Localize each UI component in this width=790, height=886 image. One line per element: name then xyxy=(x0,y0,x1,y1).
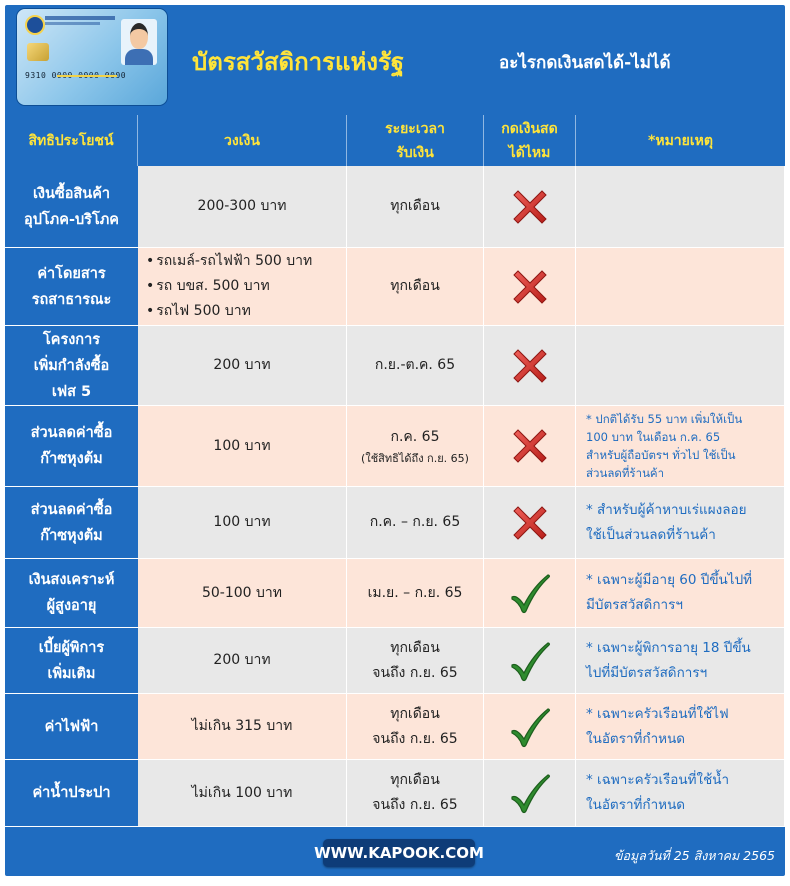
amount: • รถเมล์-รถไฟฟ้า 500 บาท • รถ บขส. 500 บาท • รถไฟ 500 บาท xyxy=(138,248,347,326)
header-period: ระยะเวลา รับเงิน xyxy=(347,115,484,166)
cash-withdrawable xyxy=(484,166,576,248)
benefit-name: โครงการ เพิ่มกำลังซื้อ เฟส 5 xyxy=(5,326,138,406)
cash-withdrawable xyxy=(484,760,576,827)
benefit-name: เงินซื้อสินค้า อุปโภค-บริโภค xyxy=(5,166,138,248)
amount: ไม่เกิน 100 บาท xyxy=(138,760,347,827)
table-header-row xyxy=(5,115,785,166)
cash-withdrawable xyxy=(484,628,576,694)
red-cross-icon xyxy=(508,424,552,468)
cash-withdrawable xyxy=(484,248,576,326)
note: * เฉพาะครัวเรือนที่ใช้ไฟ ในอัตราที่กำหนด xyxy=(576,694,785,760)
cash-withdrawable xyxy=(484,559,576,628)
table-row xyxy=(5,326,785,406)
payment-period: ทุกเดือน จนถึง ก.ย. 65 xyxy=(347,760,484,827)
benefit-name: เงินสงเคราะห์ ผู้สูงอายุ xyxy=(5,559,138,628)
note: * เฉพาะครัวเรือนที่ใช้น้ำ ในอัตราที่กำหนด xyxy=(576,760,785,827)
table-row xyxy=(5,406,785,487)
red-cross-icon xyxy=(508,344,552,388)
cardholder-photo xyxy=(130,23,148,49)
table-row xyxy=(5,559,785,628)
payment-period: เม.ย. – ก.ย. 65 xyxy=(347,559,484,628)
amount: 200-300 บาท xyxy=(138,166,347,248)
note: * สำหรับผู้ค้าหาบเร่แผงลอย ใช้เป็นส่วนลดที่ร้านค้า xyxy=(576,487,785,559)
payment-period: ก.ค. 65 (ใช้สิทธิได้ถึง ก.ย. 65) xyxy=(347,406,484,487)
green-check-icon xyxy=(508,571,552,615)
payment-period: ทุกเดือน จนถึง ก.ย. 65 xyxy=(347,694,484,760)
table-row xyxy=(5,166,785,248)
amount: 200 บาท xyxy=(138,326,347,406)
data-date: ข้อมูลวันที่ 25 สิงหาคม 2565 xyxy=(614,848,775,863)
amount: 100 บาท xyxy=(138,487,347,559)
note xyxy=(576,248,785,326)
green-check-icon xyxy=(508,771,552,815)
header-benefit: สิทธิประโยชน์ xyxy=(5,115,138,166)
benefit-name: ส่วนลดค่าซื้อ ก๊าซหุงต้ม xyxy=(5,487,138,559)
benefit-name: ค่าไฟฟ้า xyxy=(5,694,138,760)
payment-period: ทุกเดือน จนถึง ก.ย. 65 xyxy=(347,628,484,694)
table-row xyxy=(5,628,785,694)
welfare-card-image xyxy=(17,9,167,105)
green-check-icon xyxy=(508,705,552,749)
header-note: *หมายเหตุ xyxy=(576,115,785,166)
benefit-name: เบี้ยผู้พิการ เพิ่มเติม xyxy=(5,628,138,694)
payment-period: ทุกเดือน xyxy=(347,248,484,326)
red-cross-icon xyxy=(508,265,552,309)
page-subtitle: อะไรกดเงินสดได้-ไม่ได้ xyxy=(499,53,671,73)
page-title: บัตรสวัสดิการแห่งรัฐ xyxy=(192,48,405,76)
note xyxy=(576,326,785,406)
card-chip-icon xyxy=(27,43,49,61)
red-cross-icon xyxy=(508,185,552,229)
header xyxy=(5,5,785,115)
footer xyxy=(5,836,785,876)
note: * เฉพาะผู้มีอายุ 60 ปีขึ้นไปที่ มีบัตรสวัสดิการฯ xyxy=(576,559,785,628)
card-number: 9310 0000 0000 0000 xyxy=(25,71,127,80)
amount: ไม่เกิน 315 บาท xyxy=(138,694,347,760)
amount: 200 บาท xyxy=(138,628,347,694)
note: * เฉพาะผู้พิการอายุ 18 ปีขึ้น ไปที่มีบัตรสวัสดิการฯ xyxy=(576,628,785,694)
header-cash: กดเงินสด ได้ไหม xyxy=(484,115,576,166)
header-amount: วงเงิน xyxy=(138,115,347,166)
note: * ปกติได้รับ 55 บาท เพิ่มให้เป็น 100 บาท ในเดือน ก.ค. 65 สำหรับผู้ถือบัตรฯ ทั่วไป ใช้เป็น ส่วนลดที่ร้านค้า xyxy=(576,406,785,487)
table-row xyxy=(5,694,785,760)
amount: 100 บาท xyxy=(138,406,347,487)
green-check-icon xyxy=(508,639,552,683)
cash-withdrawable xyxy=(484,694,576,760)
cash-withdrawable xyxy=(484,487,576,559)
source-site-badge: WWW.KAPOOK.COM xyxy=(323,839,475,867)
benefit-name: ค่าโดยสาร รถสาธารณะ xyxy=(5,248,138,326)
table-row xyxy=(5,487,785,559)
table-row xyxy=(5,248,785,326)
payment-period: ก.ค. – ก.ย. 65 xyxy=(347,487,484,559)
benefit-name: ส่วนลดค่าซื้อ ก๊าซหุงต้ม xyxy=(5,406,138,487)
amount: 50-100 บาท xyxy=(138,559,347,628)
red-cross-icon xyxy=(508,501,552,545)
table-row xyxy=(5,760,785,827)
payment-period: ทุกเดือน xyxy=(347,166,484,248)
note xyxy=(576,166,785,248)
payment-period: ก.ย.-ต.ค. 65 xyxy=(347,326,484,406)
cash-withdrawable xyxy=(484,326,576,406)
benefit-name: ค่าน้ำประปา xyxy=(5,760,138,827)
cash-withdrawable xyxy=(484,406,576,487)
government-seal-icon xyxy=(25,15,45,35)
